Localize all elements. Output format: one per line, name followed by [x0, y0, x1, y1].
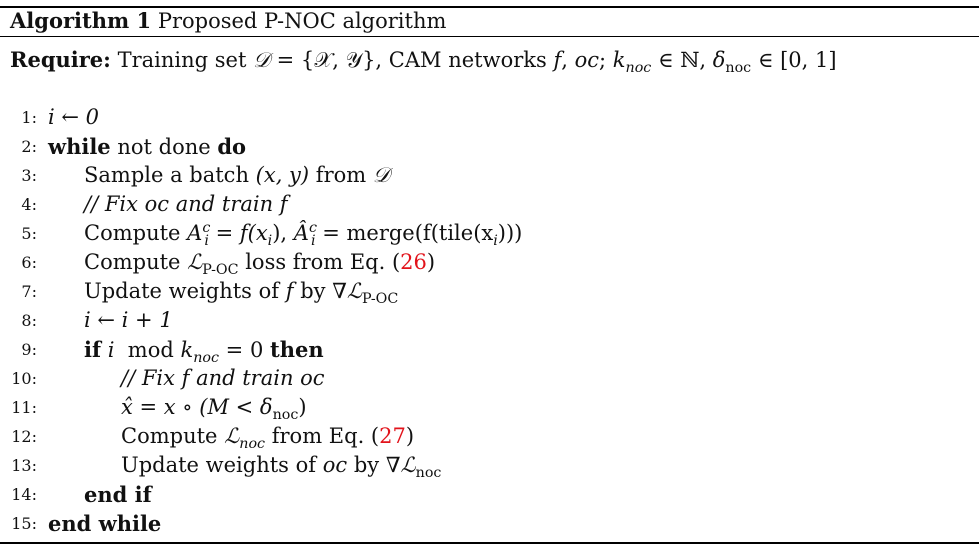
- line-text: by: [300, 279, 326, 303]
- line-text: Compute: [84, 221, 181, 245]
- math-sub: noc: [272, 407, 299, 424]
- math-expr: ): [298, 395, 307, 419]
- math-delta: δ: [712, 48, 726, 72]
- math-sub: i: [310, 233, 316, 250]
- algorithm-caption: Proposed P-NOC algorithm: [157, 9, 447, 33]
- math-L: ℒ: [224, 424, 240, 448]
- line-number: 6:: [21, 253, 37, 272]
- math-oc: oc: [574, 48, 599, 72]
- require-keyword: Require:: [10, 47, 111, 72]
- math-set-def: = {𝒳, 𝒴},: [276, 48, 383, 72]
- require-line: Require: Training set 𝒟 = {𝒳, 𝒴}, CAM networks f, oc; $k_{noc}$ ∈ ℕ, $\delta_{noc}$ ∈ [0, 1]: [10, 47, 837, 77]
- line-number: 9:: [21, 340, 37, 359]
- line-number: 12:: [11, 427, 37, 446]
- comment: // Fix f and train oc: [121, 366, 325, 390]
- math-k-in: ∈ ℕ,: [657, 48, 707, 72]
- math-expr: ))): [497, 221, 523, 245]
- keyword-then: then: [270, 337, 324, 362]
- line-text: Compute: [121, 424, 218, 448]
- math-k-sub: noc: [625, 60, 652, 77]
- line-text: Update weights of: [84, 279, 280, 303]
- math-expr: = f(x: [215, 221, 268, 245]
- keyword-end-if: end if: [84, 482, 152, 507]
- math-sub: noc: [239, 436, 266, 453]
- line-number: 1:: [21, 108, 37, 127]
- line-number: 7:: [21, 282, 37, 301]
- math-sub: i: [204, 233, 209, 250]
- line-text: loss from Eq. (: [245, 250, 401, 274]
- title-rule: [0, 36, 979, 37]
- math-sub: P-OC: [362, 291, 399, 308]
- line-number: 13:: [11, 456, 37, 475]
- line-code: i ← i + 1: [84, 308, 173, 332]
- line-number: 4:: [21, 195, 37, 214]
- math-delta-in: ∈ [0, 1]: [757, 48, 837, 72]
- math-sup: c: [308, 220, 317, 236]
- math-sub: P-OC: [202, 262, 239, 279]
- math-grad-L: ∇ℒ: [332, 279, 362, 303]
- line-text: Sample a batch: [84, 163, 249, 187]
- keyword-do: do: [217, 134, 247, 159]
- bottom-rule: [0, 542, 979, 544]
- line-number: 15:: [11, 514, 37, 533]
- math-A-hat: Â: [293, 221, 309, 245]
- line-number: 5:: [21, 224, 37, 243]
- math-sub: i: [493, 233, 498, 250]
- keyword-while: while: [48, 134, 111, 159]
- math-sub: i: [267, 233, 273, 250]
- line-text: Compute: [84, 250, 181, 274]
- math-i: i: [107, 338, 115, 362]
- line-number: 10:: [11, 369, 37, 388]
- line-number: 8:: [21, 311, 37, 330]
- equation-ref-link[interactable]: 27: [379, 424, 406, 448]
- line-code: i ← 0: [48, 105, 100, 129]
- require-text: Training set: [117, 48, 247, 72]
- line-text: from Eq. (: [271, 424, 380, 448]
- equation-ref-link[interactable]: 26: [400, 250, 427, 274]
- math-f: f: [553, 48, 562, 72]
- algorithm-label: Algorithm 1: [10, 8, 152, 33]
- math-delta-sub: noc: [725, 60, 752, 77]
- math-expr: x̂ = x ∘ (M < δ: [121, 395, 273, 419]
- line-number: 3:: [21, 166, 37, 185]
- line-text: mod: [127, 338, 174, 362]
- math-expr: ),: [272, 221, 288, 245]
- math-k: k: [180, 338, 194, 362]
- math-sub: noc: [193, 350, 219, 367]
- line-text: by: [353, 453, 380, 477]
- line-text: not done: [117, 135, 211, 159]
- math-set-D: 𝒟: [253, 48, 270, 72]
- keyword-end-while: end while: [48, 511, 162, 536]
- math-set-D: 𝒟: [372, 163, 390, 187]
- math-L: ℒ: [187, 250, 203, 274]
- line-number: 11:: [11, 398, 37, 417]
- math-oc: oc: [322, 453, 348, 477]
- math-grad-L: ∇ℒ: [385, 453, 416, 477]
- math-xy: (x, y): [255, 163, 310, 187]
- line-text: Update weights of: [121, 453, 317, 477]
- require-text-cam: CAM networks: [388, 48, 547, 72]
- math-A: A: [187, 221, 203, 245]
- math-k: k: [612, 48, 626, 72]
- line-number: 14:: [11, 485, 37, 504]
- algorithm-title: [10, 8, 446, 34]
- keyword-if: if: [84, 337, 102, 362]
- line-number: 2:: [21, 137, 37, 156]
- line-text: ): [405, 424, 415, 448]
- line-text: from: [315, 163, 367, 187]
- math-sub: noc: [415, 465, 442, 482]
- line-text: = 0: [225, 338, 264, 362]
- math-sup: c: [202, 220, 211, 236]
- math-f: f: [285, 279, 294, 303]
- comment: // Fix oc and train f: [84, 192, 288, 216]
- line-text: ): [426, 250, 436, 274]
- math-expr: = merge(f(tile(x: [322, 221, 494, 245]
